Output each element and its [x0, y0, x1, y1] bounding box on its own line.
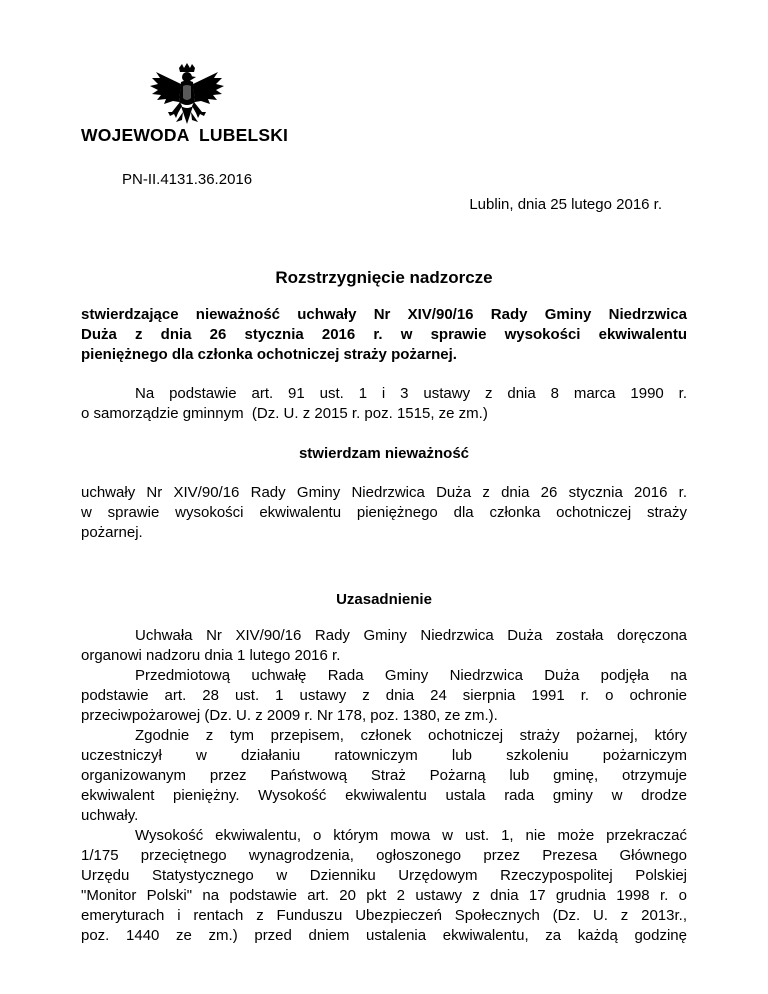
paragraph-line: przeciwpożarowej (Dz. U. z 2009 r. Nr 178, poz. 1380, ze zm.). — [81, 707, 498, 724]
paragraph-line: organowi nadzoru dnia 1 lutego 2016 r. — [81, 647, 341, 664]
paragraph-line: poz. 1440 ze zm.) przed dniem ustalenia ekwiwalentu, za każdą godzinę — [81, 927, 687, 944]
paragraph-line: "Monitor Polski" na podstawie art. 20 pkt 2 ustawy z dnia 17 grudnia 1998 r. o — [81, 887, 687, 904]
case-signature: PN-II.4131.36.2016 — [122, 171, 253, 188]
legal-basis-block — [81, 384, 687, 424]
paragraph-line: emeryturach i rentach z Funduszu Ubezpieczeń Społecznych (Dz. U. z 2013r., — [81, 907, 687, 924]
subject-line: pieniężnego dla członka ochotniczej straży pożarnej. — [81, 346, 457, 363]
justification-heading: Uzasadnienie — [336, 591, 432, 608]
subject-block — [81, 305, 687, 365]
operative-line: w sprawie wysokości ekwiwalentu pieniężnego dla członka ochotniczej straży — [81, 504, 687, 521]
paragraph-line: Wysokość ekwiwalentu, o którym mowa w ust. 1, nie może przekraczać — [135, 827, 687, 844]
paragraph-line: uchwały. — [81, 807, 139, 824]
paragraph-line: Zgodnie z tym przepisem, członek ochotniczej straży pożarnej, który — [135, 727, 687, 744]
authority-name: WOJEWODA LUBELSKI — [81, 125, 289, 145]
justification-body — [81, 626, 687, 946]
operative-line: pożarnej. — [81, 524, 143, 541]
subject-line: stwierdzające nieważność uchwały Nr XIV/90/16 Rady Gminy Niedrzwica — [81, 306, 687, 323]
paragraph-line: organizowanym przez Państwową Straż Pożarną lub gminę, otrzymuje — [81, 767, 687, 784]
document-title: Rozstrzygnięcie nadzorcze — [275, 268, 493, 287]
paragraph-line: 1/175 przeciętnego wynagrodzenia, ogłoszonego przez Prezesa Głównego — [81, 847, 687, 864]
legal-basis-line: Na podstawie art. 91 ust. 1 i 3 ustawy z dnia 8 marca 1990 r. — [135, 385, 687, 402]
paragraph-line: Urzędu Statystycznego w Dzienniku Urzędowym Rzeczypospolitej Polskiej — [81, 867, 687, 884]
paragraph-line: Uchwała Nr XIV/90/16 Rady Gminy Niedrzwica Duża została doręczona — [135, 627, 687, 644]
place-and-date: Lublin, dnia 25 lutego 2016 r. — [469, 196, 662, 213]
paragraph-line: podstawie art. 28 ust. 1 ustawy z dnia 24 sierpnia 1991 r. o ochronie — [81, 687, 687, 704]
paragraph-line: Przedmiotową uchwałę Rada Gminy Niedrzwica Duża podjęła na — [135, 667, 687, 684]
legal-basis-line: o samorządzie gminnym (Dz. U. z 2015 r. poz. 1515, ze zm.) — [81, 405, 488, 422]
decision-heading: stwierdzam nieważność — [298, 445, 470, 462]
subject-line: Duża z dnia 26 stycznia 2016 r. w sprawie wysokości ekwiwalentu — [81, 326, 687, 343]
paragraph-line: ekwiwalent pieniężny. Wysokość ekwiwalentu ustala rada gminy w drodze — [81, 787, 687, 804]
paragraph-line: uczestniczył w działaniu ratowniczym lub szkoleniu pożarniczym — [81, 747, 687, 764]
operative-line: uchwały Nr XIV/90/16 Rady Gminy Niedrzwica Duża z dnia 26 stycznia 2016 r. — [81, 484, 687, 501]
operative-block — [81, 483, 687, 543]
